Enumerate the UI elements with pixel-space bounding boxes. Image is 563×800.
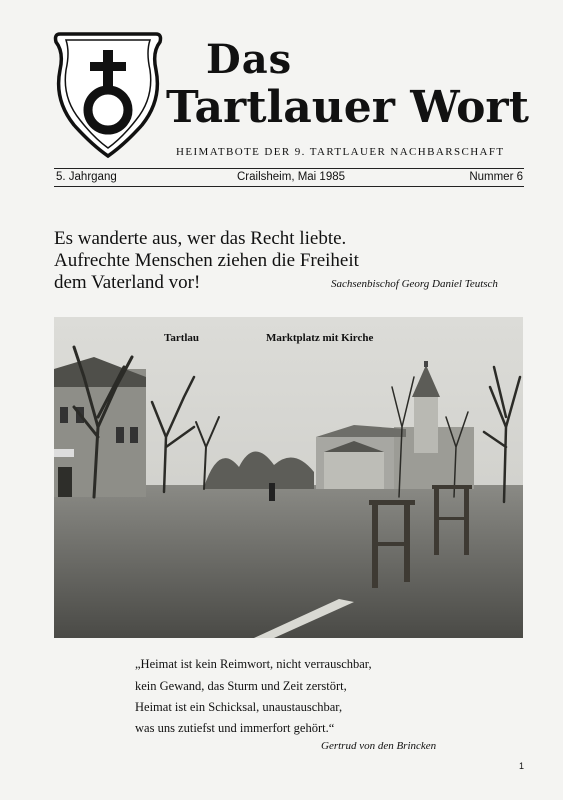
- masthead-title: Tartlauer Wort: [166, 82, 529, 133]
- poem-line: kein Gewand, das Sturm und Zeit zerstört,: [135, 679, 347, 693]
- epigraph-line: dem Vaterland vor!: [54, 272, 201, 293]
- shield-cross-icon: [52, 30, 164, 160]
- issue-volume: 5. Jahrgang: [56, 171, 117, 183]
- masthead-title-top: Das: [206, 36, 293, 83]
- issue-place-date: Crailsheim, Mai 1985: [237, 171, 346, 183]
- poem-line: was uns zutiefst und immerfort gehört.“: [135, 721, 335, 735]
- epigraph-line: Aufrechte Menschen ziehen die Freiheit: [54, 250, 359, 271]
- photo-label-right: Marktplatz mit Kirche: [266, 332, 374, 344]
- historic-photo: [54, 317, 523, 638]
- poem-line: Heimat ist ein Schicksal, unaustauschbar,: [135, 700, 343, 714]
- poem-author: Gertrud von den Brincken: [321, 740, 437, 752]
- issue-number: Nummer 6: [469, 171, 523, 183]
- photo-label-left: Tartlau: [164, 332, 200, 344]
- divider-bottom: [54, 186, 524, 187]
- masthead-subtitle: HEIMATBOTE DER 9. TARTLAUER NACHBARSCHAFT: [176, 146, 505, 158]
- divider-top: [54, 168, 524, 169]
- epigraph-author: Sachsenbischof Georg Daniel Teutsch: [331, 278, 498, 290]
- poem-line: „Heimat ist kein Reimwort, nicht verrauschbar,: [135, 657, 372, 671]
- page-number: 1: [519, 761, 525, 771]
- epigraph-line: Es wanderte aus, wer das Recht liebte.: [54, 228, 347, 249]
